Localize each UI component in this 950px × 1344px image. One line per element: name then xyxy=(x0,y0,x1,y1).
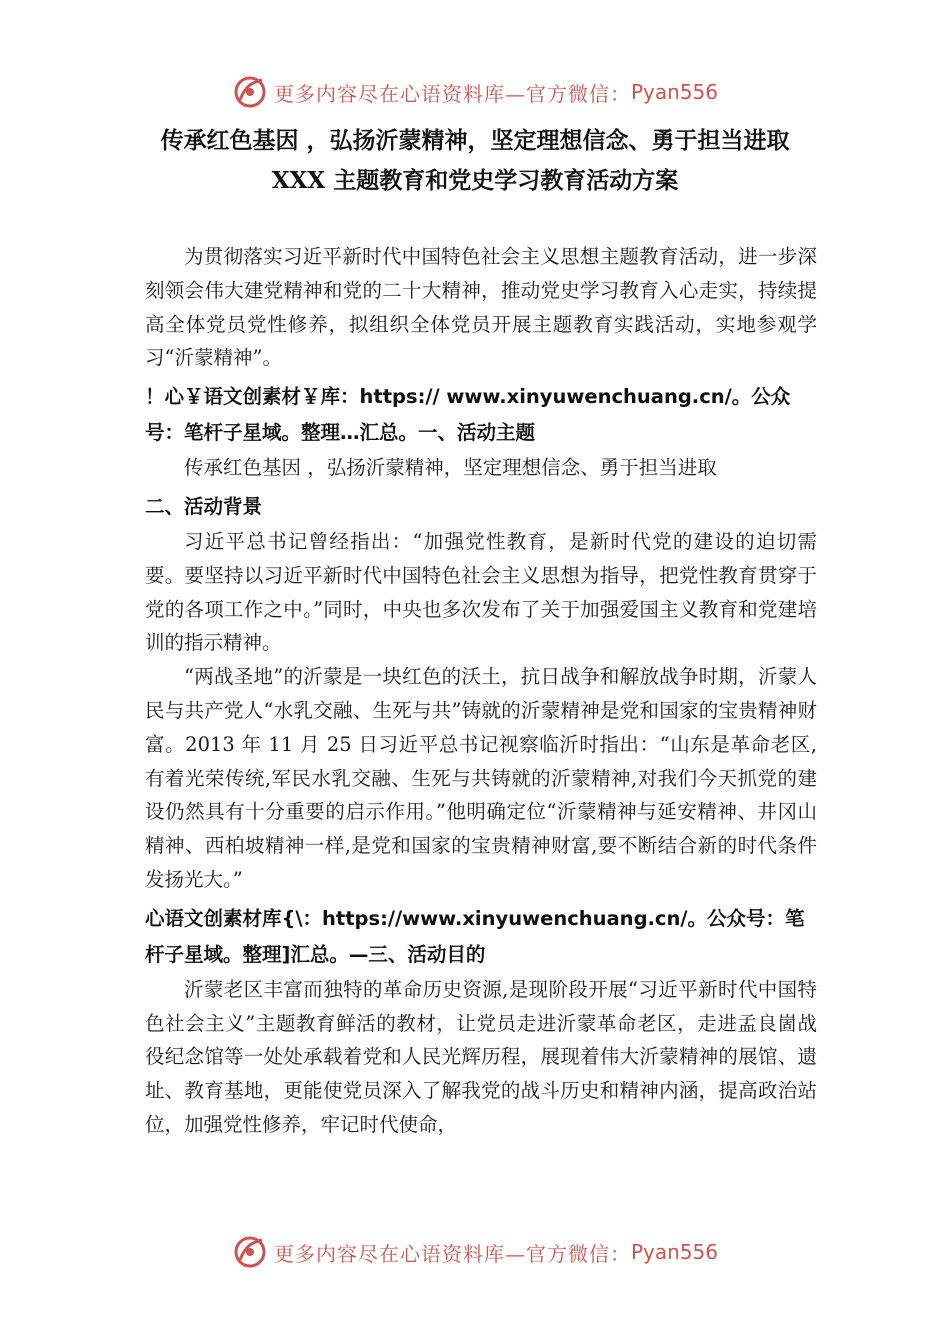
document-title-line1: 传承红色基因 ，弘扬沂蒙精神，坚定理想信念、勇于担当进取 xyxy=(160,127,790,154)
paragraph-theme: 传承红色基因 ，弘扬沂蒙精神，坚定理想信念、勇于担当进取 xyxy=(184,456,717,480)
brand-logo-icon xyxy=(232,74,268,110)
footer-banner xyxy=(0,1232,950,1272)
document-title-line2: XXX 主题教育和党史学习教育活动方案 xyxy=(271,167,679,194)
paragraph-background-2: “两战圣地”的沂蒙是一块红色的沃土，抗日战争和解放战争时期，沂蒙人民与共产党人“水乳交融、生死与共”铸就的沂蒙精神是党和国家的宝贵精神财富。2013 年 11 月 25 日习近平总书记视察临沂时指出：“山东是革命老区,有着光荣传统,军民水乳交融、生死与共铸就的沂蒙精神,对我们今天抓党的建设仍然具有十分重要的启示作用。”他明确定位“沂蒙精神与延安精神、井冈山精神、西柏坡精神一样,是党和国家的宝贵精神财富,要不断结合新的时代条件发扬光大。” xyxy=(145,665,817,891)
watermark-note-1: ！心￥语文创素材￥库：https:// www.xinyuwenchuang.cn/。公众号：笔杆子星域。整理…汇总。一、活动主题 xyxy=(145,385,791,445)
banner-text: 更多内容尽在心语资料库—官方微信： xyxy=(273,81,631,106)
banner-wechat-id: Pyan556 xyxy=(630,80,718,104)
watermark-note-2: 心语文创素材库{\：https://www.xinyuwenchuang.cn/。公众号：笔杆子星域。整理]汇总。—三、活动目的 xyxy=(145,906,805,966)
paragraph-purpose: 沂蒙老区丰富而独特的革命历史资源,是现阶段开展“习近平新时代中国特色社会主义”主题教育鲜活的教材，让党员走进沂蒙革命老区，走进孟良崮战役纪念馆等一处处承载着党和人民光辉历程，展现着伟大沂蒙精神的展馆、遗址、教育基地，更能使党员深入了解我党的战斗历史和精神内涵，提高政治站位，加强党性修养，牢记时代使命， xyxy=(145,977,817,1136)
banner-text: 更多内容尽在心语资料库—官方微信： xyxy=(273,1241,631,1266)
header-banner xyxy=(0,72,950,112)
paragraph-intro: 为贯彻落实习近平新时代中国特色社会主义思想主题教育活动，进一步深刻领会伟大建党精神和党的二十大精神，推动党史学习教育入心走实，持续提高全体党员党性修养，拟组织全体党员开展主题教育实践活动，实地参观学习“沂蒙精神”。 xyxy=(145,245,817,370)
brand-logo-icon xyxy=(232,1234,268,1270)
document-body xyxy=(145,240,817,1142)
section-heading-background: 二、活动背景 xyxy=(145,494,263,518)
banner-wechat-id: Pyan556 xyxy=(630,1240,718,1264)
paragraph-background-1: 习近平总书记曾经指出：“加强党性教育，是新时代党的建设的迫切需要。要坚持以习近平新时代中国特色社会主义思想为指导，把党性教育贯穿于党的各项工作之中。”同时，中央也多次发布了关于加强爱国主义教育和党建培训的指示精神。 xyxy=(145,529,817,655)
